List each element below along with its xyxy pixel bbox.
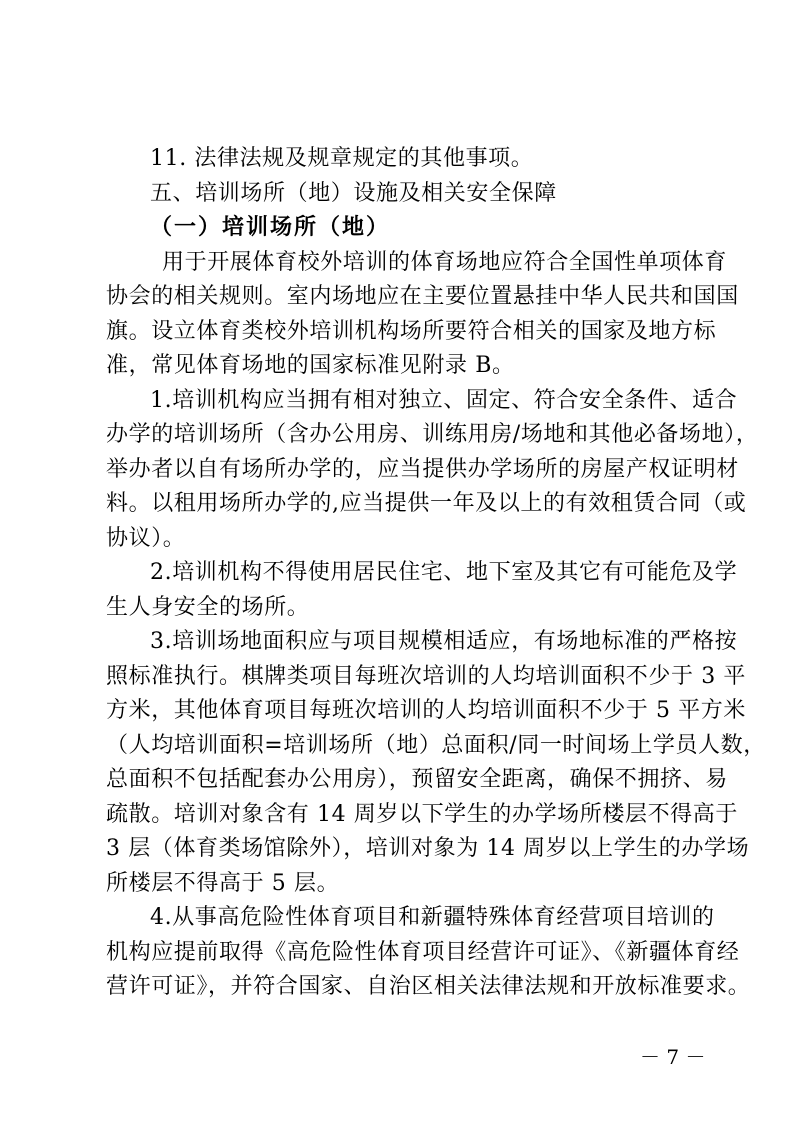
subsection-heading-1: （一）培训场所（地） bbox=[150, 215, 391, 240]
paragraph-line: 方米，其他体育项目每班次培训的人均培训面积不少于 5 平方米 bbox=[106, 698, 746, 723]
paragraph-line: 生人身安全的场所。 bbox=[106, 594, 310, 620]
paragraph-line: 用于开展体育校外培训的体育场地应符合全国性单项体育 bbox=[162, 249, 728, 275]
paragraph-line: 协会的相关规则。室内场地应在主要位置悬挂中华人民共和国国 bbox=[106, 284, 739, 309]
paragraph-line: 准，常见体育场地的国家标准见附录 B。 bbox=[106, 353, 515, 378]
page-number: － 7 － bbox=[640, 1045, 706, 1069]
paragraph-line: 料。以租用场所办学的,应当提供一年及以上的有效租赁合同（或 bbox=[106, 491, 747, 516]
paragraph-line: 4.从事高危险性体育项目和新疆特殊体育经营项目培训的 bbox=[150, 905, 715, 930]
paragraph-line: 1.培训机构应当拥有相对独立、固定、符合安全条件、适合 bbox=[150, 387, 738, 413]
section-heading-5: 五、培训场所（地）设施及相关安全保障 bbox=[150, 180, 557, 206]
paragraph-line: 总面积不包括配套办公用房），预留安全距离，确保不拥挤、易 bbox=[106, 767, 728, 792]
paragraph-line: 照标准执行。棋牌类项目每班次培训的人均培训面积不少于 3 平 bbox=[106, 663, 746, 689]
paragraph-line: 机构应提前取得《高危险性体育项目经营许可证》、《新疆体育经 bbox=[106, 939, 740, 965]
item-11: 11. 法律法规及规章规定的其他事项。 bbox=[150, 146, 534, 171]
paragraph-line: 举办者以自有场所办学的，应当提供办学场所的房屋产权证明材 bbox=[106, 456, 739, 482]
paragraph-line: （人均培训面积=培训场所（地）总面积/同一时间场上学员人数， bbox=[106, 732, 766, 758]
page-body bbox=[106, 142, 766, 1005]
paragraph-line: 3.培训场地面积应与项目规模相适应，有场地标准的严格按 bbox=[150, 629, 738, 654]
paragraph-line: 疏散。培训对象含有 14 周岁以下学生的办学场所楼层不得高于 bbox=[106, 801, 738, 827]
paragraph-line: 旗。设立体育类校外培训机构场所要符合相关的国家及地方标 bbox=[106, 318, 717, 344]
paragraph-line: 协议）。 bbox=[106, 525, 186, 551]
paragraph-line: 营许可证》，并符合国家、自治区相关法律法规和开放标准要求。 bbox=[106, 974, 751, 999]
paragraph-line: 3 层（体育类场馆除外），培训对象为 14 周岁以上学生的办学场 bbox=[106, 836, 750, 861]
paragraph-line: 2.培训机构不得使用居民住宅、地下室及其它有可能危及学 bbox=[150, 560, 738, 585]
paragraph-line: 所楼层不得高于 5 层。 bbox=[106, 870, 340, 896]
paragraph-line: 办学的培训场所（含办公用房、训练用房/场地和其他必备场地）， bbox=[106, 422, 759, 447]
